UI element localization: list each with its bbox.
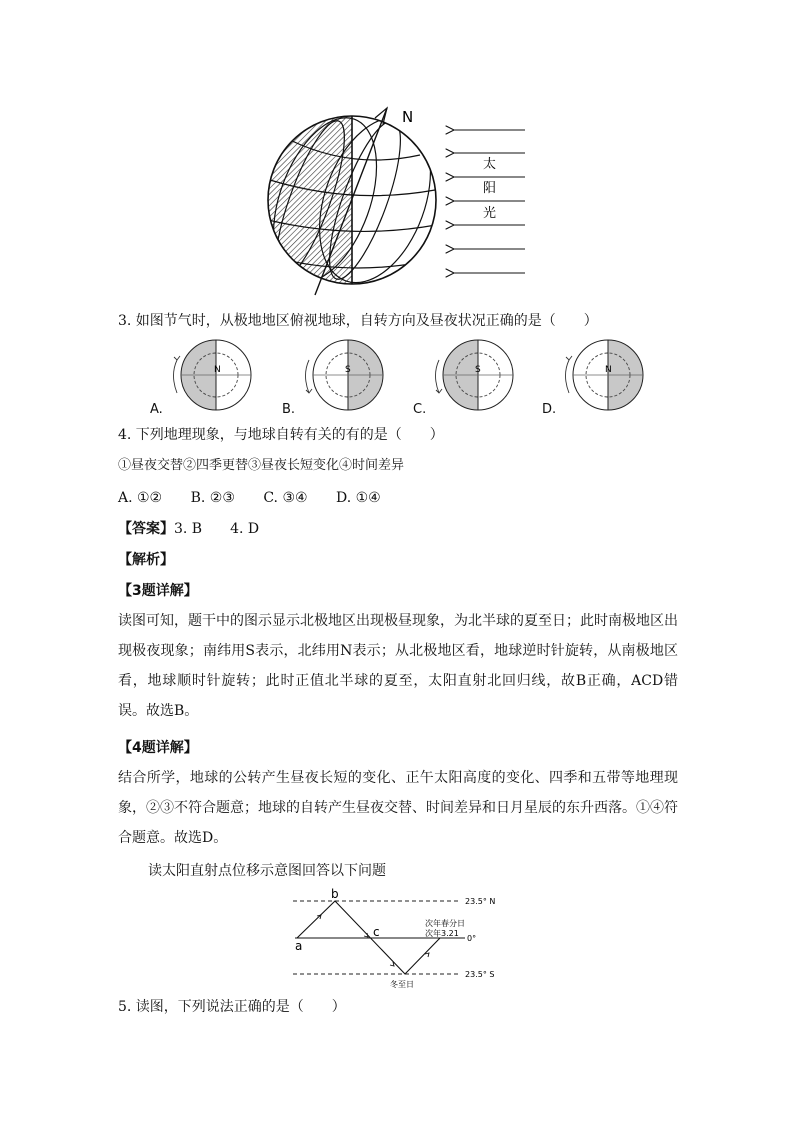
sun-char-2: 阳 — [483, 181, 497, 196]
option-c-diagram — [430, 335, 520, 415]
question-4-items: ①昼夜交替②四季更替③昼夜长短变化④时间差异 — [118, 458, 405, 473]
north-label: N — [402, 108, 414, 126]
globe-figure — [250, 100, 550, 300]
option-d-label[interactable]: D. — [542, 402, 557, 417]
analysis-label: 【解析】 — [118, 552, 174, 568]
answer-label: 【答案】 — [118, 521, 174, 537]
question-5: 5. 读图，下列说法正确的是（ ） — [118, 999, 346, 1015]
point-b: b — [331, 888, 339, 901]
choice-a[interactable]: A. ①② — [118, 490, 163, 506]
winter-label: 冬至日 — [390, 980, 414, 989]
q4-detail-text: 结合所学，地球的公转产生昼夜长短的变化、正午太阳高度的变化、四季和五带等地理现象，②③不符合题意；地球的自转产生昼夜交替、时间差异和日月星辰的东升西落。①④符合题意。故选D。 — [118, 770, 678, 846]
option-d-diagram — [560, 335, 650, 415]
q4-detail-label: 【4题详解】 — [118, 740, 198, 756]
point-a: a — [295, 939, 303, 953]
q3-detail-label: 【3题详解】 — [118, 583, 198, 599]
sun-migration-figure — [285, 888, 515, 993]
question-4-choices — [118, 487, 381, 509]
option-a-label[interactable]: A. — [150, 402, 163, 417]
lat-equator: 0° — [467, 934, 477, 943]
question-4: 4. 下列地理现象，与地球自转有关的有的是（ ） — [118, 427, 444, 443]
sun-rays — [453, 130, 525, 273]
option-d-pole: N — [605, 365, 612, 375]
option-c-label[interactable]: C. — [413, 402, 427, 417]
option-b-diagram — [300, 335, 390, 415]
question-3: 3. 如图节气时，从极地地区俯视地球，自转方向及昼夜状况正确的是（ ） — [118, 313, 598, 329]
choice-c[interactable]: C. ③④ — [263, 490, 308, 506]
option-c-pole: S — [475, 365, 481, 375]
point-c: c — [373, 925, 380, 939]
lat-south: 23.5° S — [465, 970, 495, 979]
option-a-diagram — [168, 335, 258, 415]
option-b-label[interactable]: B. — [282, 402, 296, 417]
lat-north: 23.5° N — [465, 897, 496, 906]
choice-d[interactable]: D. ①④ — [336, 490, 381, 506]
option-a-pole: N — [214, 365, 221, 375]
choice-b[interactable]: B. ②③ — [190, 490, 235, 506]
intro-text: 读太阳直射点位移示意图回答以下问题 — [148, 863, 386, 879]
date-label: 次年3.21 — [425, 929, 459, 938]
spring-label: 次年春分日 — [425, 919, 465, 928]
answer-line — [118, 518, 259, 540]
answer-value: 3. B 4. D — [174, 521, 260, 537]
option-b-pole: S — [345, 365, 351, 375]
sun-char-1: 太 — [483, 157, 497, 172]
sun-char-3: 光 — [483, 206, 497, 221]
q3-detail-text: 读图可知，题干中的图示显示北极地区出现极昼现象，为北半球的夏至日；此时南极地区出现极夜现象；南纬用S表示，北纬用N表示；从北极地区看，地球逆时针旋转，从南极地区看，地球顺时针旋转；此时正值北半球的夏至，太阳直射北回归线，故B正确，ACD错误。故选B。 — [118, 613, 678, 719]
